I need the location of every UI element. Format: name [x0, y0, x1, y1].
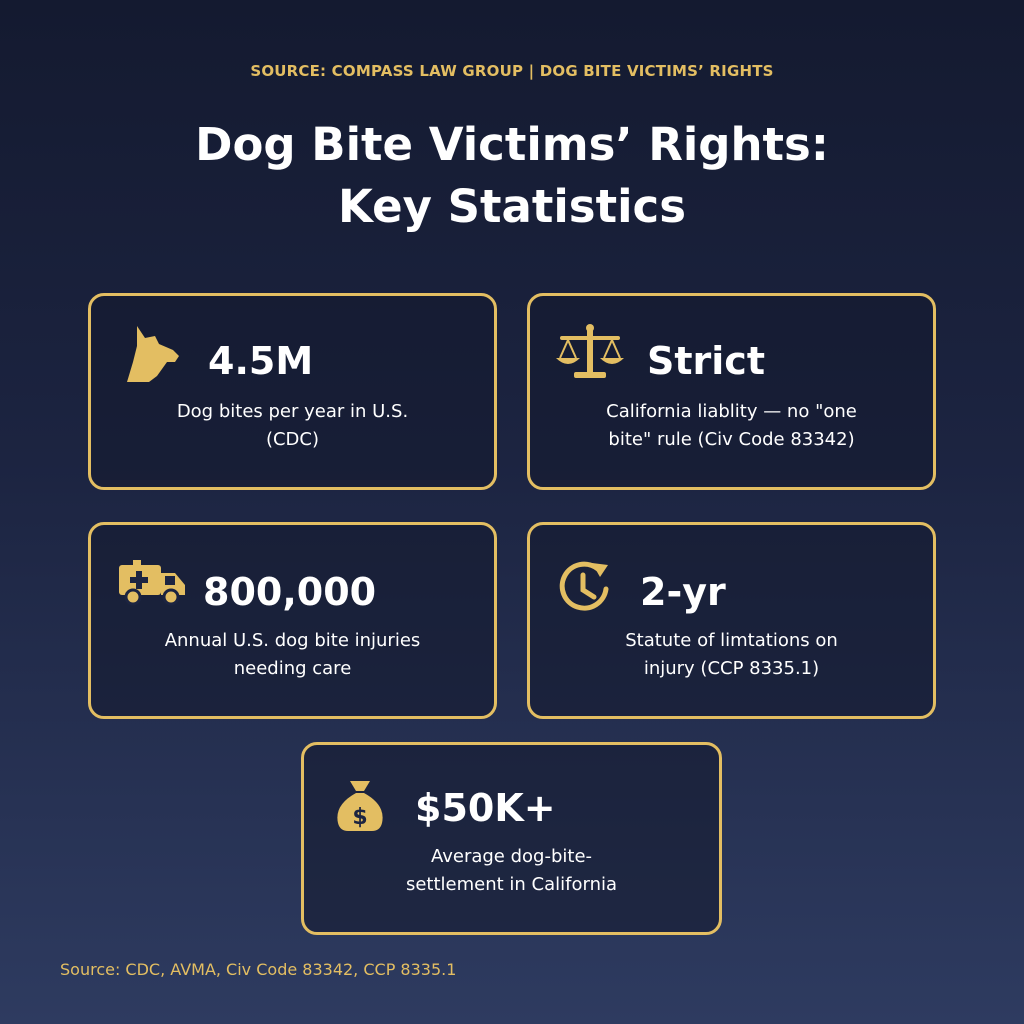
- stat-card-settlement: [301, 742, 722, 935]
- source-footer: Source: CDC, AVMA, Civ Code 83342, CCP 8335.1: [60, 960, 457, 979]
- scales-of-justice-icon: [554, 322, 626, 382]
- stat-card-statute: [527, 522, 936, 719]
- title-line-2: Key Statistics: [337, 180, 686, 233]
- stat-card-injuries: [88, 522, 497, 719]
- stat-value: $50K+: [415, 786, 556, 830]
- clock-refresh-icon: [556, 561, 614, 615]
- stat-card-strict-liability: [527, 293, 936, 490]
- stat-value: 2-yr: [640, 570, 726, 614]
- stat-description: California liablity — no "one bite" rule (Civ Code 83342): [606, 401, 857, 450]
- page-title: [0, 114, 1024, 238]
- stat-description: Annual U.S. dog bite injuries needing care: [164, 630, 421, 679]
- svg-text:$: $: [352, 805, 368, 830]
- title-line-1: Dog Bite Victims’ Rights:: [195, 118, 829, 171]
- stat-description: Statute of limtations on injury (CCP 8335.1): [625, 630, 838, 679]
- dog-head-icon: [123, 322, 183, 384]
- money-bag-icon: [334, 779, 386, 833]
- stat-value: 4.5M: [208, 339, 314, 383]
- stat-value: Strict: [647, 339, 765, 383]
- stat-card-dog-bites: [88, 293, 497, 490]
- stat-description: Average dog-bite- settlement in California: [405, 846, 618, 895]
- stat-value: 800,000: [203, 570, 377, 614]
- stat-description: Dog bites per year in U.S. (CDC): [176, 401, 409, 450]
- source-header: SOURCE: COMPASS LAW GROUP | DOG BITE VICTIMS’ RIGHTS: [250, 62, 774, 80]
- ambulance-icon: [117, 559, 187, 607]
